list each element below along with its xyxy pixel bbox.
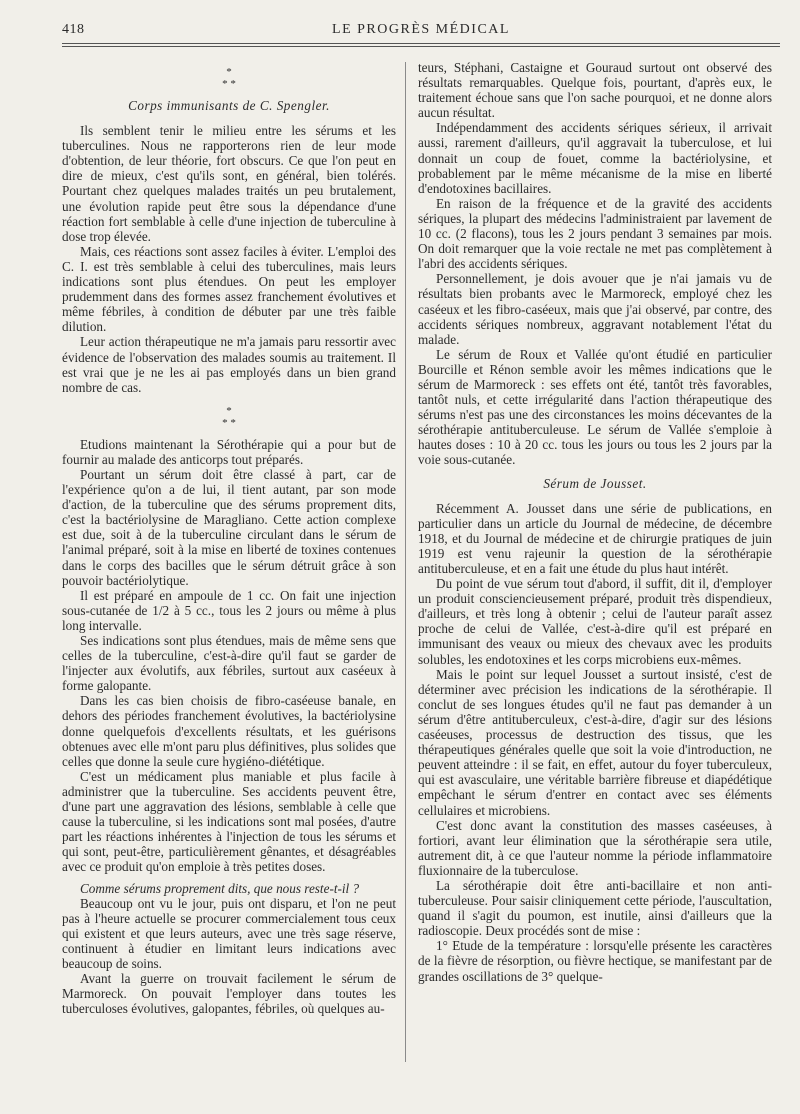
paragraph: C'est donc avant la constitution des masses caséeuses, à fortiori, avant leur élimination que la sérothérapie sera utile, autrement dit, à ce que l'auteur nomme la période inflammatoire fluxionnaire de la tuberculose. [418, 817, 772, 878]
header-rule [62, 43, 780, 44]
paragraph: Mais, ces réactions sont assez faciles à éviter. L'emploi des C. I. est très semblable à celui des tuberculines, mais leurs indications sont plus étendues. On peut les employer prudemment dans des formes assez franchement évolutives et même fébriles, à condition de débuter par une très faible dilution. [62, 243, 396, 335]
subheading: Comme sérums proprement dits, que nous reste-t-il ? [80, 880, 360, 896]
right-column [418, 60, 772, 984]
paragraph: Leur action thérapeutique ne m'a jamais paru ressortir avec évidence de l'observation des malades soumis au traitement. Il est vrai que je ne les ai pas employés dans un bien grand nombre de cas. [62, 334, 396, 395]
page-number: 418 [62, 22, 85, 37]
page-header [62, 22, 780, 44]
header-rule-secondary [62, 46, 780, 47]
paragraph: Beaucoup ont vu le jour, puis ont disparu, et l'on ne peut pas à l'heure actuelle se procurer commercialement tous ceux qui existent et que leurs auteurs, avec une très sage réserve, continuent à étudier en limitant leurs indications avec beaucoup de soins. [62, 895, 396, 971]
paragraph: La sérothérapie doit être anti-bacillaire et non anti-tuberculeuse. Pour saisir cliniquement cette période, l'auscultation, quand il s'agit du poumon, est inutile, ainsi d'ailleurs que la radioscopie. Deux procédés sont de mise : [418, 877, 772, 939]
paragraph: Le sérum de Roux et Vallée qu'ont étudié en particulier Bourcille et Rénon semble avoir les mêmes indications que le sérum de Marmoreck : ses effets ont été, tantôt très favorables, tantôt nuls, et cette irrégularité dans l'action thérapeutique des sérums n'est pas une des circonstances les moins décevantes de la sérothérapie antituberculeuse. Le sérum de Vallée s'emploie à hautes doses : 10 à 20 cc. tous les jours ou tous les 2 jours par la voie sous-cutanée. [418, 346, 772, 468]
section-title: Corps immunisants de C. Spengler. [128, 98, 330, 113]
paragraph: Etudions maintenant la Sérothérapie qui a pour but de fournir au malade des anticorps tout préparés. [62, 436, 396, 467]
paragraph: Il est préparé en ampoule de 1 cc. On fait une injection sous-cutanée de 1/2 à 5 cc., tous les 2 jours ou même à plus long intervalle. [62, 587, 396, 633]
paragraph: En raison de la fréquence et de la gravité des accidents sériques, la plupart des médecins l'administraient par lavement de 10 cc. (2 flacons), tous les 2 jours pendant 3 semaines par mois. On doit remarquer que la voie rectale ne met pas complètement à l'abri des accidents sériques. [418, 195, 772, 272]
paragraph: Pourtant un sérum doit être classé à part, car de l'expérience qu'on a de lui, il tient autant, par son mode d'action, de la tuberculine que des sérums proprement dits, c'est la bactériolysine de Maragliano. Cette action complexe est due, soit à de la tuberculine circulant dans le sérum de l'animal préparé, soit à la mise en liberté de toxines contenues dans le corps des bacilles que le sérum détruit grâce à son pouvoir bactériolytique. [62, 466, 396, 588]
left-column [62, 60, 396, 1016]
paragraph: Dans les cas bien choisis de fibro-caséeuse banale, en dehors des périodes franchement évolutives, la bactériolysine donne quelquefois d'excellents résultats, et les guérisons obtenues avec elle m'ont paru plus définitives, plus solides que celles que donne la seule cure hygiéno-diététique. [62, 693, 396, 769]
section-title: Sérum de Jousset. [543, 475, 647, 491]
journal-title: LE PROGRÈS MÉDICAL [332, 22, 510, 37]
column-divider [405, 62, 406, 1062]
paragraph: Ils semblent tenir le milieu entre les sérums et les tuberculines. Nous ne rapporterons rien de leur mode d'obtention, de leur théorie, fort obscurs. Ce que l'on peut en dire de mieux, c'est qu'ils sont, en général, bien tolérés. Pourtant chez quelques malades traités un peu brutalement, une évolution rapide peut être sous la dépendance d'une réaction fort semblable à celle d'une injection de tuberculine à dose trop élevée. [62, 123, 396, 244]
paragraph: Récemment A. Jousset dans une série de publications, en particulier dans un article du Journal de médecine, de décembre 1918, et du Journal de médecine et de chirurgie pratiques de juin 1919 est venu rajeunir la question de la sérothérapie antituberculeuse, et en a fait une étude du plus haut intérêt. [418, 500, 772, 576]
paragraph: Avant la guerre on trouvait facilement le sérum de Marmoreck. On pouvait l'employer dans toutes les tuberculoses évolutives, galopantes, fébriles, où quelques au- [62, 971, 396, 1017]
paragraph: Indépendamment des accidents sériques sérieux, il arrivait aussi, rarement d'ailleurs, qu'il aggravait la tuberculose, et lui donnait un coup de fouet, comme la bactériolysine, et probablement par le même mécanisme de la mise en liberté d'endotoxines bacillaires. [418, 120, 772, 196]
paragraph: Ses indications sont plus étendues, mais de même sens que celles de la tuberculine, c'est-à-dire qu'il faut se garder de l'injecter aux évolutifs, aux fébriles, surtout aux caséeux à forme galopante. [62, 633, 396, 694]
paragraph: 1° Etude de la température : lorsqu'elle présente les caractères de la fièvre de résorption, ou fièvre hectique, se manifestant par de grandes oscillations de 3° quelque- [418, 938, 772, 984]
section-ornament: * * * [222, 404, 236, 429]
paragraph: Du point de vue sérum tout d'abord, il suffit, dit il, d'employer un produit consciencieusement préparé, produit très dispendieux, d'ailleurs, et très long à obtenir ; celui de l'auteur paraît assez proche de celui de Vallée, c'est-à-dire qu'il est préparé en immunisant des veaux ou mieux des chevaux avec les produits solubles, les endotoxines et les corps microbiens eux-mêmes. [418, 576, 772, 667]
paragraph: Mais le point sur lequel Jousset a surtout insisté, c'est de déterminer avec précision les indications de la sérothérapie. Il conclut de ses longues études qu'il ne faut pas demander à un sérum d'être antituberculeux, c'est-à-dire, d'agir sur des lésions caséeuses, processus de destruction des tissus, que les thérapeutiques générales quelle que soit la voie d'introduction, ne peuvent atteindre : il se fait, en effet, autour du foyer tuberculeux, qui est avasculaire, une véritable barrière fibreuse et diapédétique empêchant le sérum d'entrer en contact avec ses éléments cellulaires et microbiens. [418, 666, 772, 818]
paragraph: Personnellement, je dois avouer que je n'ai jamais vu de résultats bien probants avec le Marmoreck, employé chez les caséeux et les fibro-caséeux, mais que j'ai observé, par contre, des accidents sériques nombreux, aggravant notablement l'état du malade. [418, 271, 772, 347]
paragraph: teurs, Stéphani, Castaigne et Gouraud surtout ont observé des résultats remarquables. Quelque fois, pourtant, d'après eux, le traitement échoue sans que l'on sache pourquoi, et ne donne alors aucun résultat. [418, 60, 772, 121]
paragraph: C'est un médicament plus maniable et plus facile à administrer que la tuberculine. Ses accidents peuvent être, d'une part une aggravation des lésions, semblable à celle que cause la tuberculine, si les indications sont mal posées, d'autre part les réactions inhérentes à l'injection de tous les sérums et qui sont, peut-être, particulièrement gênantes, et désagréables avec ce produit qu'on emploie à très petites doses. [62, 768, 396, 875]
section-ornament: * * * [222, 66, 236, 90]
